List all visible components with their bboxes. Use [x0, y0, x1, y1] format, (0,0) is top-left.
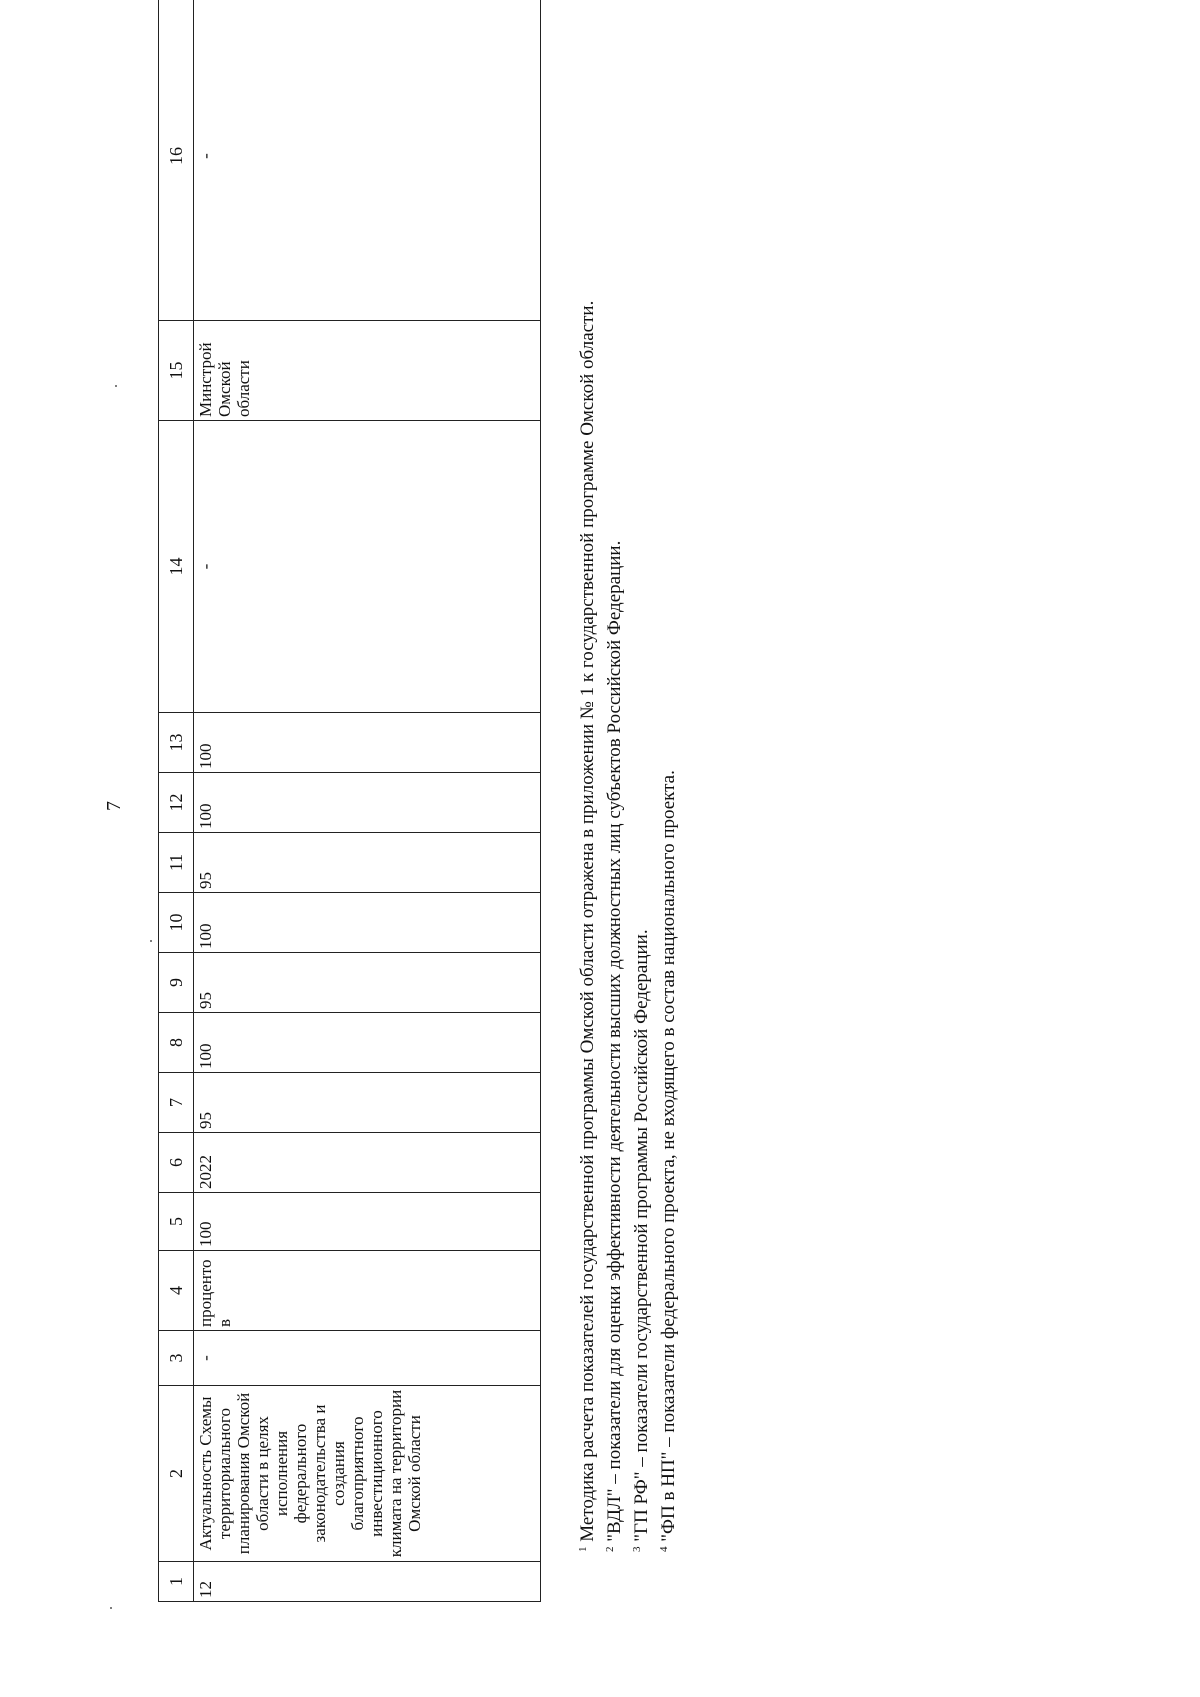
cell-responsible: Минстрой Омской области: [194, 321, 541, 421]
col-number: 14: [159, 421, 194, 713]
cell-document: -: [194, 421, 541, 713]
col-number: 5: [159, 1193, 194, 1251]
col-number: 10: [159, 893, 194, 953]
footnote-text: "ГП РФ" – показатели государственной программы Российской Федерации.: [631, 929, 652, 1542]
cell-indicator-name: Актуальность Схемы территориального планирования Омской области в целях исполнения федерального законодательства и создания благоприятного инвестиционного климата на территории Омской области: [194, 1386, 541, 1562]
col-number: 6: [159, 1133, 194, 1193]
page-number: 7: [103, 801, 125, 811]
indicators-table: [158, 0, 541, 1602]
footnotes: [572, 0, 680, 1602]
cell-value: 95: [194, 833, 541, 893]
col-number: 2: [159, 1386, 194, 1562]
cell-link: -: [194, 0, 541, 321]
cell-unit: процентов: [194, 1251, 541, 1331]
cell-level: -: [194, 1331, 541, 1386]
cell-value: 100: [194, 773, 541, 833]
col-number: 4: [159, 1251, 194, 1331]
scan-speck: [150, 940, 152, 942]
footnote-text: Методика расчета показателей государственной программы Омской области отражена в приложении № 1 к государственной программе Омской области.: [577, 300, 598, 1542]
table-row: [194, 0, 541, 1602]
col-number: 15: [159, 321, 194, 421]
scan-speck: [110, 1607, 112, 1609]
column-number-row: [159, 0, 194, 1602]
cell-value: 95: [194, 953, 541, 1013]
cell-base-year: 2022: [194, 1133, 541, 1193]
col-number: 12: [159, 773, 194, 833]
cell-value: 100: [194, 713, 541, 773]
footnote-mark: 1: [577, 1546, 589, 1552]
cell-base-value: 100: [194, 1193, 541, 1251]
col-number: 13: [159, 713, 194, 773]
footnote-mark: 4: [658, 1546, 670, 1552]
cell-row-number: 12: [194, 1562, 541, 1602]
footnote-text: "ФП в НП" – показатели федерального проекта, не входящего в состав национального проекта.: [658, 770, 679, 1542]
scan-speck: [115, 385, 117, 387]
footnote: [599, 0, 626, 1602]
footnote: [653, 0, 680, 1602]
cell-value: 100: [194, 893, 541, 953]
col-number: 7: [159, 1073, 194, 1133]
footnote: [626, 0, 653, 1602]
col-number: 11: [159, 833, 194, 893]
footnote-mark: 3: [631, 1546, 643, 1552]
footnote-mark: 2: [604, 1546, 616, 1552]
col-number: 8: [159, 1013, 194, 1073]
footnote-text: "ВДЛ" – показатели для оценки эффективности деятельности высших должностных лиц субъектов Российской Федерации.: [604, 540, 625, 1542]
col-number: 9: [159, 953, 194, 1013]
footnote: [572, 0, 599, 1602]
col-number: 16: [159, 0, 194, 321]
cell-value: 95: [194, 1073, 541, 1133]
cell-value: 100: [194, 1013, 541, 1073]
col-number: 1: [159, 1562, 194, 1602]
col-number: 3: [159, 1331, 194, 1386]
